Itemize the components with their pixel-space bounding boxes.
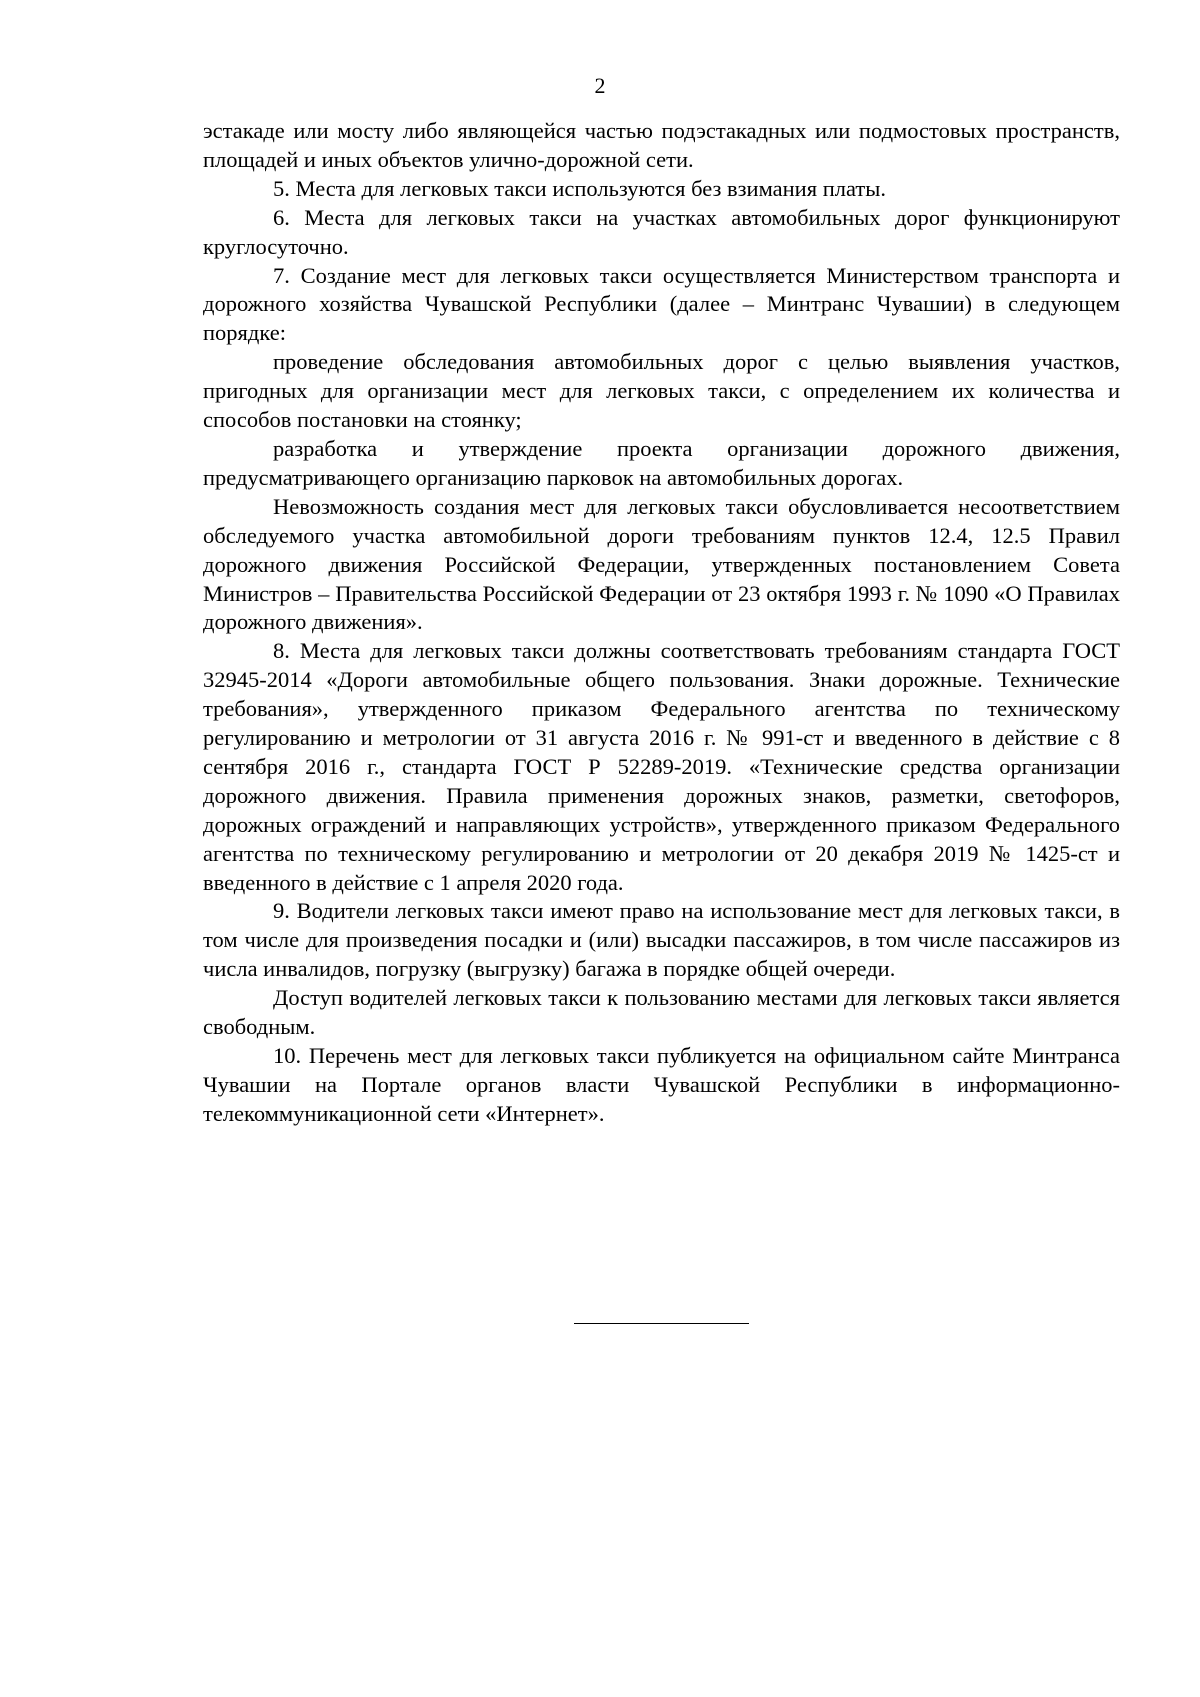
paragraph-impossibility: Невозможность создания мест для легковых такси обусловливается несоответствием обследуемого участка автомобильной дороги требованиям пунктов 12.4, 12.5 Правил дорожного движения Российской Федерации, утвержденных постановлением Совета Министров – Правительства Российской Федерации от 23 октября 1993 г. № 1090 «О Правилах дорожного движения».: [203, 493, 1120, 635]
paragraph-project: разработка и утверждение проекта организации дорожного движения, предусматривающего организацию парковок на автомобильных дорогах.: [203, 435, 1120, 490]
paragraph-continuation: эстакаде или мосту либо являющейся частью подэстакадных или подмостовых пространств, площадей и иных объектов улично-дорожной сети.: [203, 118, 1120, 172]
paragraph-item-10: 10. Перечень мест для легковых такси публикуется на официальном сайте Минтранса Чувашии на Портале органов власти Чувашской Республики в информационно-телекоммуникационной сети «Интернет».: [203, 1043, 1120, 1126]
paragraph-item-6: 6. Места для легковых такси на участках автомобильных дорог функционируют круглосуточно.: [203, 204, 1120, 259]
page-number: 2: [594, 73, 606, 98]
paragraph-access: Доступ водителей легковых такси к пользованию местами для легковых такси является свободным.: [203, 985, 1120, 1040]
paragraph-survey: проведение обследования автомобильных дорог с целью выявления участков, пригодных для организации мест для легковых такси, с определением их количества и способов постановки на стоянку;: [203, 349, 1120, 433]
document-body: [203, 117, 1120, 1129]
paragraph-item-9: 9. Водители легковых такси имеют право на использование мест для легковых такси, в том числе для произведения посадки и (или) высадки пассажиров, в том числе пассажиров из числа инвалидов, погрузку (выгрузку) багажа в порядке общей очереди.: [203, 898, 1120, 982]
paragraph-item-7: 7. Создание мест для легковых такси осуществляется Министерством транспорта и дорожного хозяйства Чувашской Республики (далее – Минтранс Чувашии) в следующем порядке:: [203, 262, 1120, 346]
paragraph-item-5: 5. Места для легковых такси используются без взимания платы.: [273, 175, 886, 201]
paragraph-item-8: 8. Места для легковых такси должны соответствовать требованиям стандарта ГОСТ 32945-2014 «Дороги автомобильные общего пользования. Знаки дорожные. Технические требования», утвержденного приказом Федерального агентства по техническому регулированию и метрологии от 31 августа 2016 г. № 991-ст и введенного в действие с 8 сентября 2016 г., стандарта ГОСТ Р 52289-2019. «Технические средства организации дорожного движения. Правила применения дорожных знаков, разметки, светофоров, дорожных ограждений и направляющих устройств», утвержденного приказом Федерального агентства по техническому регулированию и метрологии от 20 декабря 2019 № 1425-ст и введенного в действие с 1 апреля 2020 года.: [203, 638, 1120, 895]
end-of-document-line: [574, 1323, 749, 1324]
